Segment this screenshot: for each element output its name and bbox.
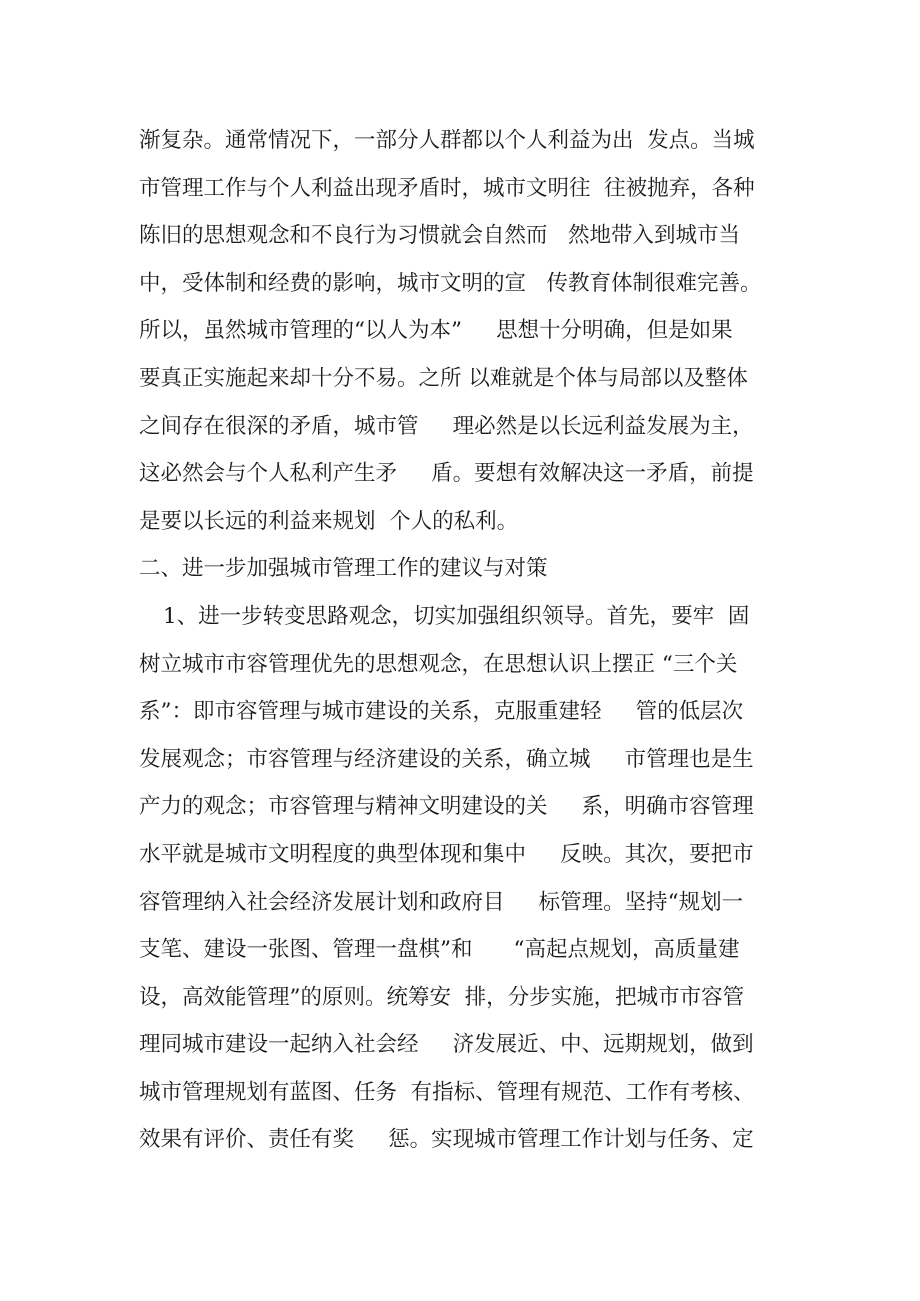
text-line: 设，高效能管理”的原则。统筹安 排，分步实施，把城市市容管 <box>139 984 745 1010</box>
text-line: 要真正实施起来却十分不易。之所 以难就是个体与局部以及整体 <box>139 365 748 391</box>
text-line: 产力的观念；市容管理与精神文明建设的关 系，明确市容管理 <box>139 794 754 820</box>
text-line: 发展观念；市容管理与经济建设的关系，确立城 市管理也是生 <box>139 746 754 772</box>
text-line: 陈旧的思想观念和不良行为习惯就会自然而 然地带入到城市当 <box>139 223 741 249</box>
text-line: 城市管理规划有蓝图、任务 有指标、管理有规范、工作有考核、 <box>139 1079 755 1105</box>
text-line: 1、进一步转变思路观念，切实加强组织领导。首先，要牢 固 <box>163 603 750 629</box>
document-body <box>139 117 799 1164</box>
text-line: 树立城市市容管理优先的思想观念，在思想认识上摆正 “三个关 <box>139 651 738 677</box>
text-line: 渐复杂。通常情况下，一部分人群都以个人利益为出 发点。当城 <box>139 128 755 153</box>
text-line: 所以，虽然城市管理的“以人为本” 思想十分明确，但是如果 <box>139 318 733 344</box>
text-line: 这必然会与个人私利产生矛 盾。要想有效解决这一矛盾，前提 <box>139 461 754 487</box>
text-line: 中，受体制和经费的影响，城市文明的宣 传教育体制很难完善。 <box>139 270 762 296</box>
text-line: 是要以长远的利益来规划 个人的私利。 <box>139 508 519 534</box>
text-line: 市管理工作与个人利益出现矛盾时，城市文明往 往被抛弃，各种 <box>139 175 755 201</box>
text-line: 之间存在很深的矛盾，城市管 理必然是以长远利益发展为主， <box>139 413 754 439</box>
section-heading: 二、进一步加强城市管理工作的建议与对策 <box>139 556 548 582</box>
text-line: 理同城市建设一起纳入社会经 济发展近、中、远期规划，做到 <box>139 1032 754 1058</box>
text-line: 支笔、建设一张图、管理一盘棋”和 “高起点规划，高质量建 <box>139 937 740 963</box>
text-line: 容管理纳入社会经济发展计划和政府目 标管理。坚持“规划一 <box>139 889 744 915</box>
text-line: 效果有评价、责任有奖 惩。实现城市管理工作计划与任务、定 <box>139 1127 754 1153</box>
text-line: 系”：即市容管理与城市建设的关系，克服重建轻 管的低层次 <box>139 699 744 725</box>
text-line: 水平就是城市文明程度的典型体现和集中 反映。其次，要把市 <box>139 841 754 867</box>
